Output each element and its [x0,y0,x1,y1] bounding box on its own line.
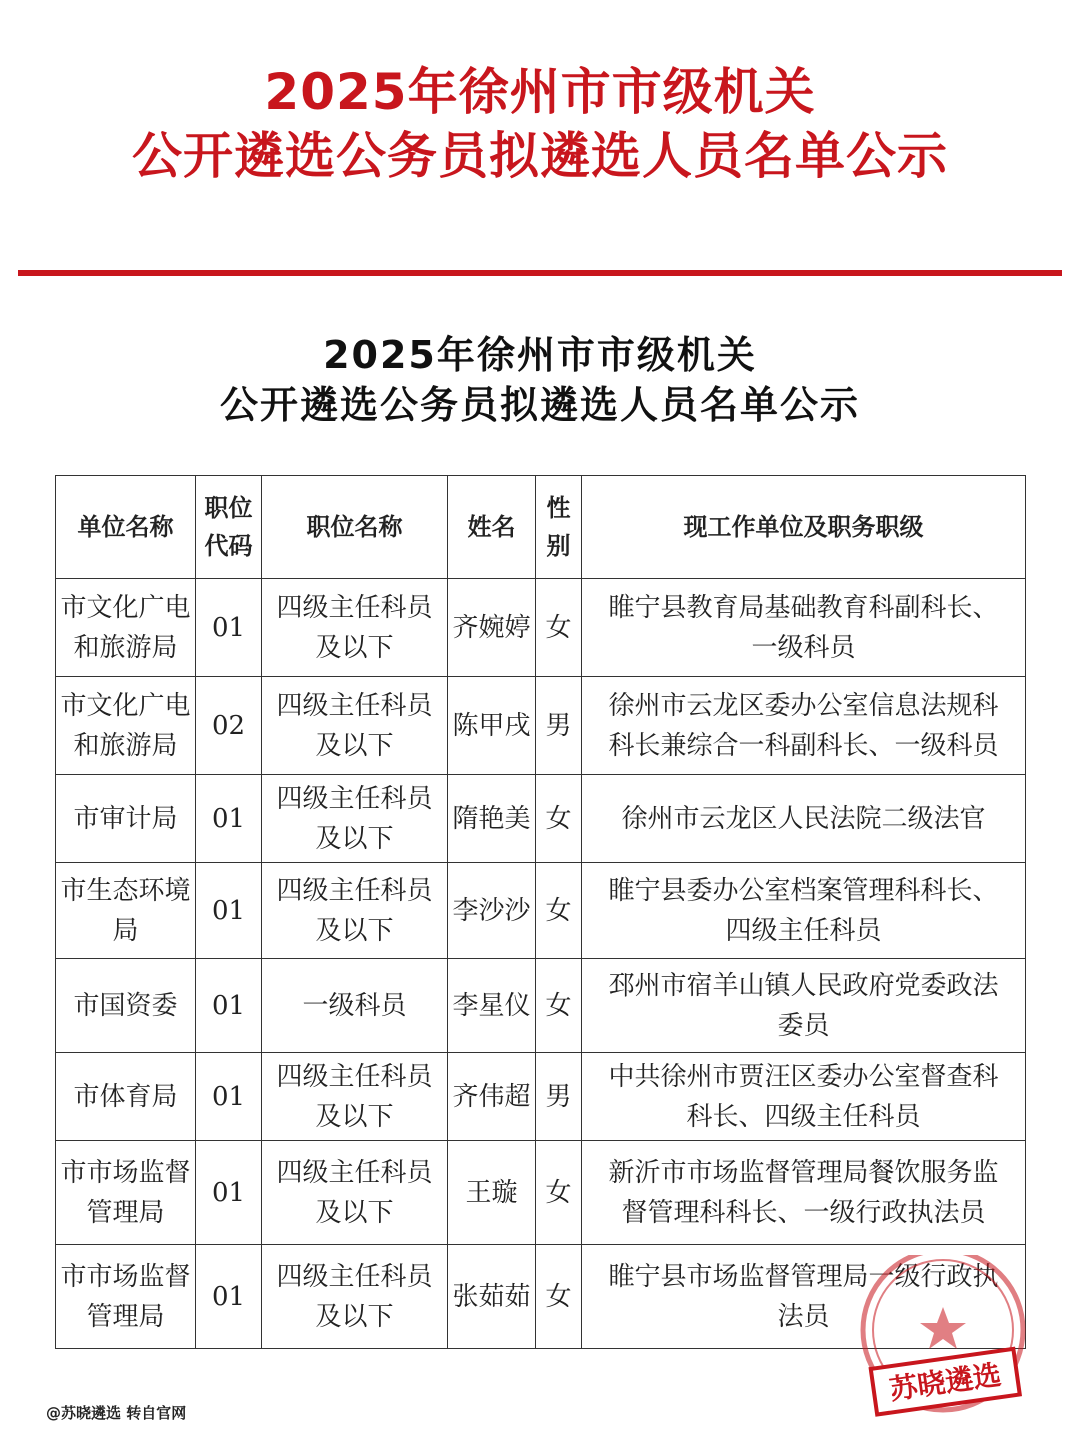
header-position: 职位名称 [262,476,448,579]
cell-position [262,1245,448,1349]
cell-unit-text: 和旅游局 [73,632,178,663]
table-row [56,863,1026,959]
cell-name [448,959,536,1053]
cell-gender-text: 女 [545,1177,572,1208]
table-row [56,1053,1026,1141]
header-gender-line1: 性 [546,494,571,522]
header-unit: 单位名称 [56,476,196,579]
table-row [56,579,1026,677]
cell-name [448,863,536,959]
cell-current [582,1053,1026,1141]
cell-unit-text: 市审计局 [73,803,178,834]
stamp-watermark [835,1255,1055,1435]
cell-name-text: 隋艳美 [452,803,531,834]
cell-position-text: 一级科员 [302,990,407,1021]
cell-unit [56,677,196,775]
cell-current [582,677,1026,775]
table-body [56,579,1026,1349]
document-title-line2: 公开遴选公务员拟遴选人员名单公示 [219,383,860,427]
cell-name-text: 王璇 [465,1177,518,1208]
cell-gender [536,1245,582,1349]
cell-current-text: 法员 [777,1301,830,1332]
cell-unit [56,775,196,863]
candidate-table [55,475,1026,1349]
cell-gender-text: 男 [545,710,572,741]
cell-unit-text: 市体育局 [73,1081,178,1112]
cell-code-text: 01 [211,990,246,1021]
header-name: 姓名 [448,476,536,579]
cell-gender [536,677,582,775]
cell-gender [536,579,582,677]
cell-position-text: 四级主任科员 [276,1157,433,1188]
cell-code-text: 01 [211,895,246,926]
cell-position [262,863,448,959]
red-divider [18,270,1062,276]
cell-position [262,1053,448,1141]
cell-code-text: 01 [211,1177,246,1208]
cell-gender-text: 女 [545,1281,572,1312]
cell-position-text: 及以下 [315,730,394,761]
cell-position-text: 及以下 [315,632,394,663]
cell-unit-text: 市市场监督 [60,1157,191,1188]
cell-position-text: 四级主任科员 [276,592,433,623]
cell-current-text: 徐州市云龙区委办公室信息法规科 [608,690,999,721]
cell-position [262,959,448,1053]
cell-current [582,1141,1026,1245]
cell-code-text: 01 [211,612,246,643]
document-title [0,330,1080,430]
cell-current-text: 睢宁县市场监督管理局一级行政执 [608,1261,999,1292]
cell-unit-text: 市生态环境 [60,875,191,906]
cell-code [196,1141,262,1245]
table-row [56,959,1026,1053]
cell-position-text: 四级主任科员 [276,1261,433,1292]
cell-name-text: 李沙沙 [452,895,531,926]
cell-unit-text: 市文化广电 [60,592,191,623]
cell-unit [56,863,196,959]
cell-position [262,677,448,775]
cell-code-text: 01 [211,1081,246,1112]
cell-current [582,775,1026,863]
cell-position [262,579,448,677]
cell-name [448,1141,536,1245]
cell-unit-text: 市国资委 [73,990,178,1021]
cell-unit-text: 管理局 [86,1197,165,1228]
header-gender-line2: 别 [546,532,571,560]
banner-title-line2: 公开遴选公务员拟遴选人员名单公示 [132,127,948,185]
cell-name-text: 张茹茹 [452,1281,531,1312]
star-icon [920,1307,966,1349]
cell-position [262,775,448,863]
cell-current-text: 新沂市市场监督管理局餐饮服务监 [608,1157,999,1188]
table-row [56,1141,1026,1245]
header-code [196,476,262,579]
stamp-label [871,1349,1020,1415]
cell-gender [536,775,582,863]
cell-unit [56,579,196,677]
cell-code-text: 02 [211,710,246,741]
cell-current-text: 督管理科科长、一级行政执法员 [621,1197,986,1228]
cell-code [196,863,262,959]
cell-gender-text: 男 [545,1081,572,1112]
cell-gender-text: 女 [545,895,572,926]
header-code-line2: 代码 [204,532,253,560]
cell-position-text: 及以下 [315,1301,394,1332]
cell-current-text: 一级科员 [751,632,856,663]
cell-current-text: 科长兼综合一科副科长、一级科员 [608,730,999,761]
cell-current-text: 科长、四级主任科员 [686,1101,921,1132]
cell-code [196,677,262,775]
cell-code-text: 01 [211,1281,246,1312]
table-header-row [56,476,1026,579]
cell-position [262,1141,448,1245]
cell-name-text: 齐婉婷 [452,612,531,643]
cell-code [196,1245,262,1349]
cell-unit-text: 和旅游局 [73,730,178,761]
document-title-line1: 2025年徐州市市级机关 [323,333,757,377]
stamp-text: 苏晓遴选 [887,1358,1004,1407]
cell-unit [56,1053,196,1141]
cell-position-text: 及以下 [315,823,394,854]
cell-name [448,1245,536,1349]
cell-unit-text: 市市场监督 [60,1261,191,1292]
cell-position-text: 及以下 [315,1101,394,1132]
header-gender [536,476,582,579]
cell-code [196,775,262,863]
cell-current-text: 徐州市云龙区人民法院二级法官 [621,803,986,834]
cell-current-text: 四级主任科员 [725,915,882,946]
cell-position-text: 四级主任科员 [276,783,433,814]
cell-code [196,579,262,677]
cell-code [196,1053,262,1141]
cell-current-text: 邳州市宿羊山镇人民政府党委政法 [608,970,999,1001]
cell-name [448,579,536,677]
cell-name-text: 齐伟超 [452,1081,531,1112]
cell-current [582,579,1026,677]
cell-gender [536,863,582,959]
cell-current-text: 睢宁县委办公室档案管理科科长、 [608,875,999,906]
cell-current-text: 委员 [777,1010,830,1041]
cell-position-text: 四级主任科员 [276,690,433,721]
cell-unit [56,1245,196,1349]
cell-code-text: 01 [211,803,246,834]
cell-unit [56,1141,196,1245]
cell-name-text: 李星仪 [452,990,531,1021]
cell-name [448,677,536,775]
cell-gender-text: 女 [545,990,572,1021]
cell-unit-text: 管理局 [86,1301,165,1332]
cell-unit-text: 市文化广电 [60,690,191,721]
cell-current [582,863,1026,959]
cell-code [196,959,262,1053]
cell-position-text: 及以下 [315,1197,394,1228]
banner-title-line1: 2025年徐州市市级机关 [264,63,816,121]
cell-position-text: 及以下 [315,915,394,946]
cell-position-text: 四级主任科员 [276,875,433,906]
header-code-line1: 职位 [204,494,253,522]
cell-position-text: 四级主任科员 [276,1061,433,1092]
footer-credit: @苏晓遴选 转自官网 [46,1404,187,1422]
cell-gender-text: 女 [545,803,572,834]
cell-current [582,959,1026,1053]
cell-name [448,775,536,863]
cell-gender [536,959,582,1053]
banner-title [0,60,1080,188]
cell-current-text: 睢宁县教育局基础教育科副科长、 [608,592,999,623]
table-row [56,775,1026,863]
cell-gender [536,1053,582,1141]
cell-name [448,1053,536,1141]
table-row [56,677,1026,775]
cell-name-text: 陈甲戌 [452,710,531,741]
cell-current-text: 中共徐州市贾汪区委办公室督查科 [608,1061,999,1092]
cell-unit-text: 局 [112,915,139,946]
cell-gender-text: 女 [545,612,572,643]
header-current: 现工作单位及职务职级 [582,476,1026,579]
cell-gender [536,1141,582,1245]
cell-unit [56,959,196,1053]
